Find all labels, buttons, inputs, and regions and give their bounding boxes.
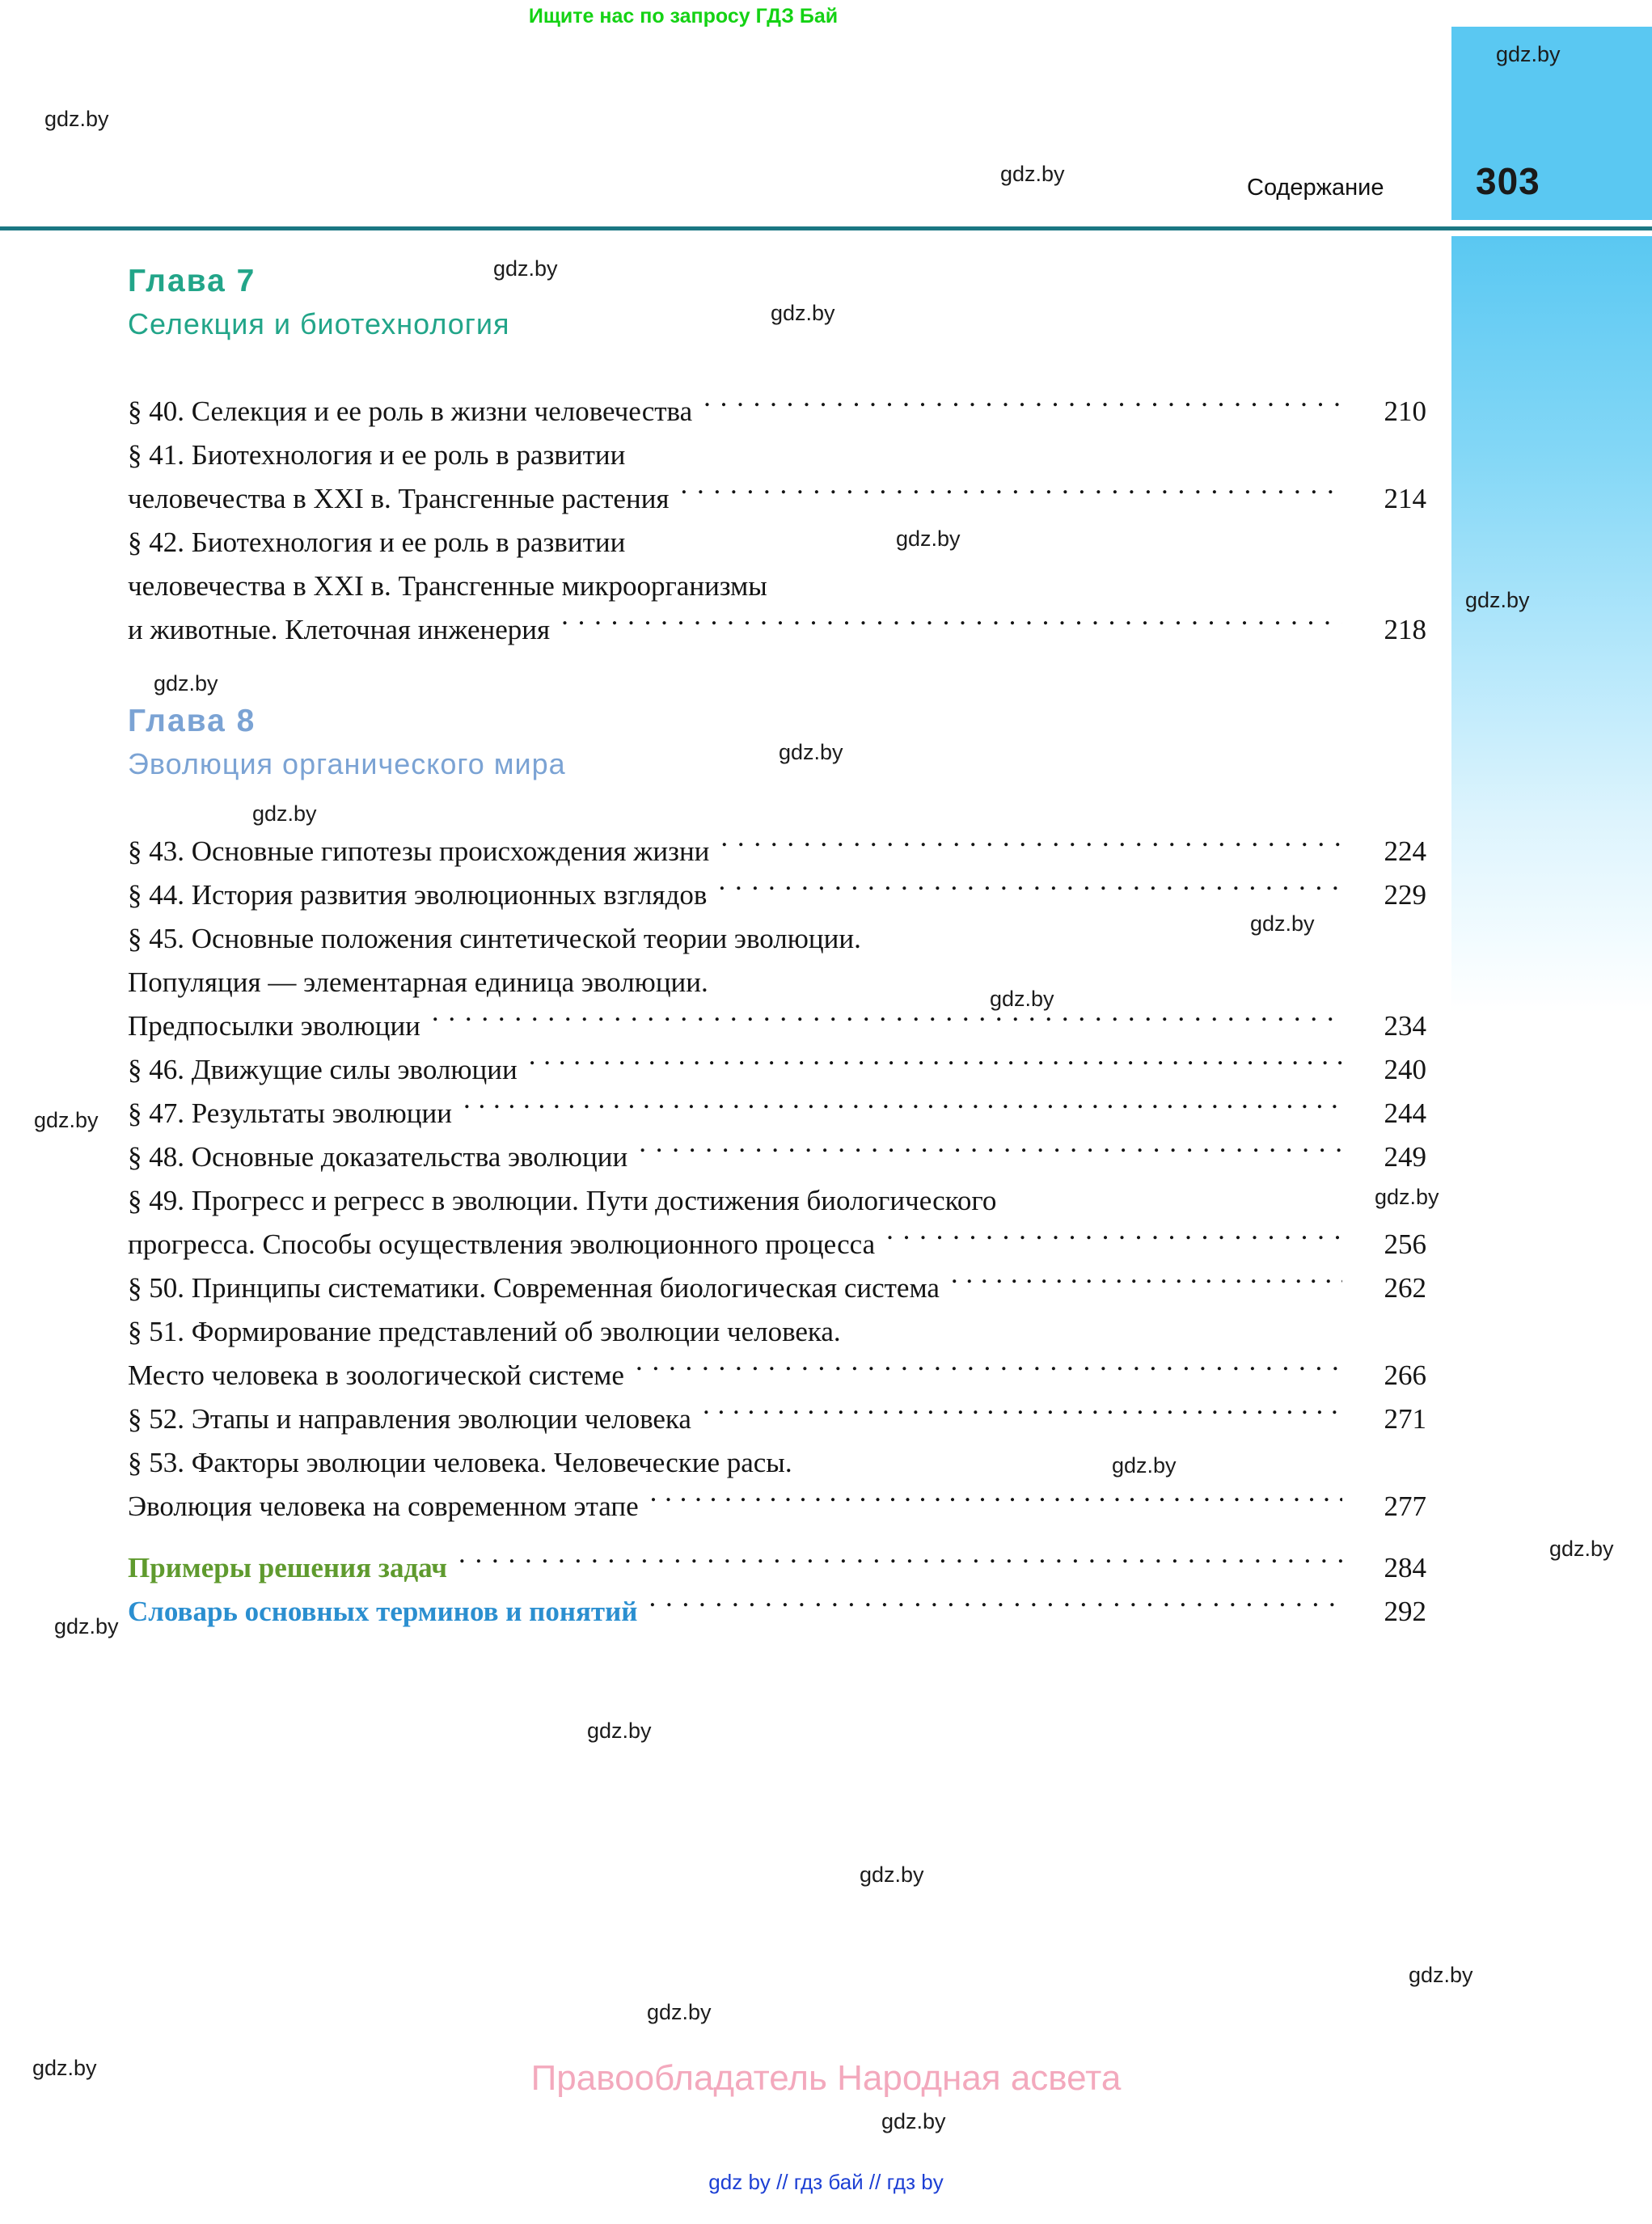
gdz-watermark: gdz.by	[1375, 1185, 1439, 1209]
toc-entry[interactable]	[128, 1441, 1426, 1485]
gdz-watermark: gdz.by	[1465, 588, 1530, 612]
toc-entry-page: 244	[1384, 1097, 1426, 1129]
toc-entry-title: Эволюция человека на современном этапе	[128, 1490, 639, 1522]
toc-entry-page: 292	[1384, 1596, 1426, 1627]
toc-entry[interactable]	[128, 1223, 1426, 1266]
toc-entry-title: Словарь основных терминов и понятий	[128, 1596, 638, 1627]
chapter-8-title: Глава 8	[128, 704, 256, 738]
toc-entry-title: Популяция — элементарная единица эволюции.	[128, 966, 708, 998]
toc-entry[interactable]	[128, 390, 1426, 433]
chapter-8-subtitle: Эволюция органического мира	[128, 747, 566, 780]
toc-entry-title: § 44. История развития эволюционных взглядов	[128, 879, 708, 911]
chapter-8-heading	[128, 705, 566, 779]
gdz-watermark: gdz.by	[881, 2109, 946, 2133]
toc-entry[interactable]	[128, 608, 1426, 652]
toc-entry-page: 249	[1384, 1141, 1426, 1173]
dot-leader	[529, 1051, 1342, 1079]
toc-entry[interactable]	[128, 1135, 1426, 1179]
toc-entry[interactable]	[128, 1004, 1426, 1048]
gdz-watermark: gdz.by	[1496, 42, 1561, 66]
toc-entry-title: § 50. Принципы систематики. Современная биологическая система	[128, 1272, 940, 1304]
gdz-watermark: gdz.by	[1112, 1453, 1177, 1478]
toc-entry-examples[interactable]	[128, 1546, 1426, 1590]
toc-entry[interactable]	[128, 917, 1426, 961]
toc-entry-title: § 48. Основные доказательства эволюции	[128, 1141, 628, 1173]
footer-links: gdz by // гдз бай // гдз by	[708, 2170, 944, 2194]
promo-banner: Ищите нас по запросу ГДЗ Бай	[528, 5, 839, 27]
dot-leader	[432, 1007, 1342, 1035]
gdz-watermark: gdz.by	[647, 2000, 712, 2024]
toc-entry-title: прогресса. Способы осуществления эволюционного процесса	[128, 1228, 876, 1260]
gdz-watermark: gdz.by	[896, 526, 961, 551]
toc-entry[interactable]	[128, 1048, 1426, 1092]
toc-entry[interactable]	[128, 521, 1426, 564]
toc-entry-glossary[interactable]	[128, 1590, 1426, 1634]
dot-leader	[886, 1225, 1342, 1254]
gdz-watermark: gdz.by	[32, 2056, 97, 2080]
toc-entry[interactable]	[128, 477, 1426, 521]
toc-entry-title: § 40. Селекция и ее роль в жизни человечества	[128, 395, 693, 427]
gdz-watermark: gdz.by	[860, 1862, 924, 1887]
toc-entry-title: § 43. Основные гипотезы происхождения жизни	[128, 835, 710, 867]
dot-leader	[650, 1487, 1342, 1516]
toc-entry-title: § 42. Биотехнология и ее роль в развитии	[128, 526, 626, 558]
header-divider	[0, 226, 1652, 230]
toc-entry[interactable]	[128, 433, 1426, 477]
toc-entry[interactable]	[128, 830, 1426, 873]
toc-entry-title: § 49. Прогресс и регресс в эволюции. Пути достижения биологического	[128, 1185, 997, 1216]
toc-entry-title: человечества в XXI в. Трансгенные микроорганизмы	[128, 570, 767, 602]
gdz-watermark: gdz.by	[154, 671, 218, 696]
dot-leader	[636, 1356, 1342, 1385]
toc-entry-title: и животные. Клеточная инженерия	[128, 614, 551, 645]
spacer	[128, 1528, 1426, 1546]
gdz-watermark: gdz.by	[34, 1108, 99, 1132]
toc-entry-title: Место человека в зоологической системе	[128, 1359, 624, 1391]
gdz-watermark: gdz.by	[493, 256, 558, 281]
toc-entry[interactable]	[128, 1310, 1426, 1354]
page-number: 303	[1476, 160, 1540, 202]
toc-entry[interactable]	[128, 564, 1426, 608]
dot-leader	[718, 876, 1342, 904]
toc-entry-title: § 53. Факторы эволюции человека. Человеческие расы.	[128, 1447, 792, 1478]
page-title: Содержание	[1247, 175, 1384, 201]
gdz-watermark: gdz.by	[252, 801, 317, 826]
toc-entry-page: 271	[1384, 1403, 1426, 1435]
toc-entry-title: Примеры решения задач	[128, 1552, 447, 1583]
toc-entry-title: § 51. Формирование представлений об эволюции человека.	[128, 1316, 841, 1347]
gdz-watermark: gdz.by	[1549, 1537, 1614, 1561]
copyright-watermark: Правообладатель Народная асвета	[530, 2058, 1122, 2098]
chapter-7-title: Глава 7	[128, 264, 256, 298]
toc-entry-page: 234	[1384, 1010, 1426, 1042]
dot-leader	[649, 1592, 1342, 1621]
toc-entry[interactable]	[128, 1354, 1426, 1397]
toc-entry[interactable]	[128, 1266, 1426, 1310]
toc-entry-title: Предпосылки эволюции	[128, 1010, 420, 1042]
toc-entry-title: § 45. Основные положения синтетической теории эволюции.	[128, 923, 861, 954]
toc-entry-page: 240	[1384, 1054, 1426, 1085]
dot-leader	[561, 611, 1342, 639]
toc-entry-title: человечества в XXI в. Трансгенные растения	[128, 483, 670, 514]
toc-entry[interactable]	[128, 873, 1426, 917]
toc-entry-page: 224	[1384, 835, 1426, 867]
toc-entry-page: 256	[1384, 1228, 1426, 1260]
toc-entry-page: 284	[1384, 1552, 1426, 1583]
toc-entry-title: § 47. Результаты эволюции	[128, 1097, 452, 1129]
gdz-watermark: gdz.by	[990, 987, 1054, 1011]
toc-entry[interactable]	[128, 1092, 1426, 1135]
chapter-8-entries	[128, 830, 1426, 1634]
dot-leader	[720, 832, 1342, 860]
dot-leader	[463, 1094, 1342, 1123]
gdz-watermark: gdz.by	[771, 301, 835, 325]
gdz-watermark: gdz.by	[779, 740, 843, 764]
gdz-watermark: gdz.by	[1250, 911, 1315, 936]
dot-leader	[458, 1549, 1342, 1577]
chapter-7-heading	[128, 265, 510, 339]
toc-entry-title: § 52. Этапы и направления эволюции человека	[128, 1403, 691, 1435]
toc-entry-page: 262	[1384, 1272, 1426, 1304]
dot-leader	[639, 1138, 1342, 1166]
chapter-7-entries	[128, 390, 1426, 652]
gdz-watermark: gdz.by	[54, 1614, 119, 1638]
toc-entry-page: 210	[1384, 395, 1426, 427]
toc-entry-page: 277	[1384, 1490, 1426, 1522]
dot-leader	[681, 480, 1342, 508]
gdz-watermark: gdz.by	[44, 107, 109, 131]
side-gradient-bar	[1451, 236, 1652, 1013]
toc-entry-title: § 46. Движущие силы эволюции	[128, 1054, 518, 1085]
toc-entry-page: 218	[1384, 614, 1426, 645]
toc-entry-page: 214	[1384, 483, 1426, 514]
toc-entry-page: 266	[1384, 1359, 1426, 1391]
gdz-watermark: gdz.by	[1409, 1963, 1473, 1987]
dot-leader	[951, 1269, 1342, 1297]
gdz-watermark: gdz.by	[587, 1719, 652, 1743]
toc-entry-title: § 41. Биотехнология и ее роль в развитии	[128, 439, 626, 471]
chapter-7-subtitle: Селекция и биотехнология	[128, 307, 510, 340]
toc-entry[interactable]	[128, 961, 1426, 1004]
toc-entry-page: 229	[1384, 879, 1426, 911]
gdz-watermark: gdz.by	[1000, 162, 1065, 186]
dot-leader	[703, 1400, 1342, 1428]
dot-leader	[703, 392, 1342, 421]
toc-entry[interactable]	[128, 1397, 1426, 1441]
toc-entry[interactable]	[128, 1485, 1426, 1528]
toc-entry[interactable]	[128, 1179, 1426, 1223]
